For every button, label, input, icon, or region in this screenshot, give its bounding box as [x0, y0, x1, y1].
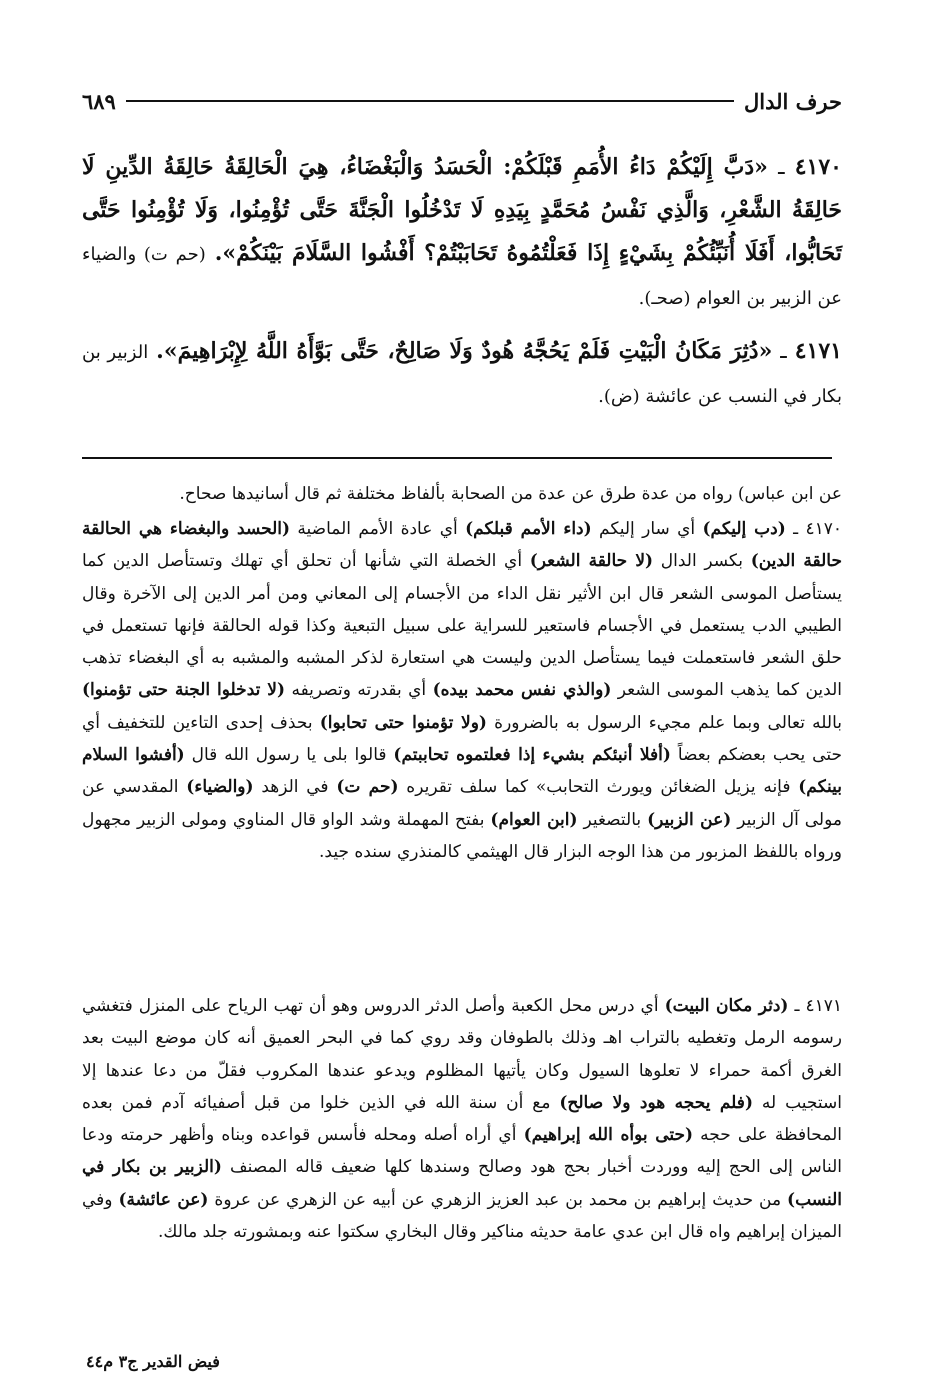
commentary-text: فإنه يزيل الضغائن ويورث التحابب» كما سلف تقريره — [398, 777, 799, 798]
quoted-phrase: (حم ت) — [336, 777, 399, 798]
commentary-text: بحذف إحدى التاءين للتخفيف أي حتى يحب بعضكم بعضاً — [82, 712, 842, 766]
quoted-phrase: (ابن العوام) — [490, 809, 578, 830]
commentary-4171: ٤١٧١ ـ (دثر مكان البيت) أي درس محل الكعبة وأصل الدثر الدروس وهو أن تهب الرياح على المنزل فتغشي رسومه الرمل وتغطيه بالتراب اهـ وذلك بالطوفان وقد روي كما في البحر العميق أنه كان موضع البيت بعد الغرق أكمة حمراء لا تعلوها السيول وكان يأتيها المظلوم ويدعو عندها المكروب فقلّ من دعا عندها إلا استجيب له (فلم يحجه هود ولا صالح) مع أن سنة الله في الذين خلوا من قبل أصفيائه آدم فمن بعده المحافظة على حجه (حتى بوأه الله إبراهيم) أي أراه أصله ومحله فأسس قواعده وبناه وأظهر حرمته ودعا الناس إلى الحج إليه ووردت أخبار بحج هود وصالح وسندها كلها ضعيف قاله المصنف (الزبير بن بكار في النسب) من حديث إبراهيم بن محمد بن عبد العزيز الزهري عن أبيه عن الزهري عن عروة (عن عائشة) وفي الميزان إبراهيم واه قال ابن عدي عامة حديثه مناكير وقال البخاري سكتوا عنه وبمشورته جلد مالك. — [82, 996, 842, 1243]
commentary-number: ٤١٧٠ — [805, 519, 843, 539]
quoted-phrase: (ولا تؤمنوا حتى تحابوا) — [319, 712, 487, 733]
quoted-phrase: (داء الأمم قبلكم) — [465, 519, 592, 539]
quoted-phrase: (لا حالقة الشعر) — [529, 551, 654, 572]
page-footer: فيض القدير ج٣ م٤٤ — [86, 1352, 220, 1371]
commentary-text: أي سار إليكم — [591, 519, 703, 539]
hadith-source: (حم ت) والضياء عن الزبير بن العوام (صحـ). — [82, 244, 842, 309]
commentary-text: أي الخصلة التي شأنها أن تحلق أي تهلك وتستأصل الدين كما يستأصل الموسى الشعر قال ابن الأثير نقل الداء من الأجسام إلى المعاني ومن أمر الدين إلى الآخرة وقال الطيبي الدب يستعمل في الأجسام فاستعير للسراية على سبيل التبعية وكذا قوله الحالقة فإنها تستعمل في حلق الشعر فاستعملت فيما يستأصل الدين وليست هي استعارة لذكر المشبه والمشبه به أي البغضاء تذهب الدين كما يذهب الموسى الشعر — [82, 551, 842, 701]
commentary-4170: ٤١٧٠ ـ (دب إليكم) أي سار إليكم (داء الأمم قبلكم) أي عادة الأمم الماضية (الحسد والبغضاء هي الحالقة حالقة الدين) بكسر الدال (لا حالقة الشعر) أي الخصلة التي شأنها أن تحلق أي تهلك وتستأصل الدين كما يستأصل الموسى الشعر قال ابن الأثير نقل الداء من الأجسام إلى المعاني ومن أمر الدين إلى الآخرة وقال الطيبي الدب يستعمل في الأجسام فاستعير للسراية على سبيل التبعية وكذا قوله الحالقة فإنها تستعمل في حلق الشعر فاستعملت فيما يستأصل الدين وليست هي استعارة لذكر المشبه والمشبه به أي البغضاء تذهب الدين كما يذهب الموسى الشعر (والذي نفس محمد بيده) أي بقدرته وتصريفه (لا تدخلوا الجنة حتى تؤمنوا) بالله تعالى وبما علم مجيء الرسول به بالضرورة (ولا تؤمنوا حتى تحابوا) بحذف إحدى التاءين للتخفيف أي حتى يحب بعضكم بعضاً (أفلا أنبئكم بشيء إذا فعلتموه تحاببتم) قالوا بلى يا رسول الله قال (أفشوا السلام بينكم) فإنه يزيل الضغائن ويورث التحابب» كما سلف تقريره (حم ت) في الزهد (والضياء) المقدسي عن مولى آل الزبير (عن الزبير) بالتصغير (ابن العوام) بفتح المهملة وشد الواو قال المناوي ومولى الزبير مجهول ورواه باللفظ المزبور من هذا الوجه البزار قال الهيثمي كالمنذري سنده جيد. — [82, 519, 843, 862]
quoted-phrase: (الزبير بن بكار في النسب) — [82, 1157, 842, 1210]
quoted-phrase: (أفلا أنبئكم بشيء إذا فعلتموه تحاببتم) — [393, 745, 671, 766]
quoted-phrase: (حتى بوأه الله إبراهيم) — [523, 1125, 694, 1146]
quoted-phrase: (عن الزبير) — [647, 809, 732, 830]
chapter-title: حرف الدال — [744, 88, 842, 114]
commentary-text: من حديث إبراهيم بن محمد بن عبد العزيز الزهري عن أبيه عن الزهري عن عروة — [208, 1189, 788, 1210]
commentary-text: أي بقدرته وتصريفه — [285, 680, 433, 701]
hadith-4170: ٤١٧٠ ـ «دَبَّ إِلَيْكُمْ دَاءُ الأُمَمِ قَبْلَكُمْ: الْحَسَدُ وَالْبَغْضَاءُ، هِيَ الْحَالِقَةُ حَالِقَةُ الدِّينِ لَا حَالِقَةُ الشَّعْرِ، وَالَّذِي نَفْسُ مُحَمَّدٍ بِيَدِهِ لَا تَدْخُلُوا الْجَنَّةَ حَتَّى تُؤْمِنُوا، وَلَا تُؤْمِنُوا حَتَّى تَحَابُّوا، أَفَلَا أُنَبِّئُكُمْ بِشَيْءٍ إِذَا فَعَلْتُمُوهُ تَحَابَبْتُمْ؟ أَفْشُوا السَّلَامَ بَيْنَكُمْ». (حم ت) والضياء عن الزبير بن العوام (صحـ). — [82, 154, 842, 309]
commentary-number: ٤١٧١ — [805, 996, 842, 1016]
page-number: ٦٨٩ — [82, 88, 116, 114]
commentary-text: في الزهد — [253, 777, 337, 798]
hadith-number: ٤١٧٠ — [794, 154, 842, 180]
quoted-phrase: (دثر مكان البيت) — [664, 996, 789, 1016]
quoted-phrase: (عن عائشة) — [118, 1189, 209, 1210]
commentary-text: بكسر الدال — [653, 551, 751, 572]
commentary-text: وفي الميزان إبراهيم واه قال ابن عدي عامة حديثه مناكير وقال البخاري سكتوا عنه وبمشورته جلد مالك. — [82, 1189, 842, 1243]
footnote-divider — [82, 457, 832, 459]
commentary-text: بفتح المهملة وشد الواو قال المناوي ومولى الزبير مجهول ورواه باللفظ المزبور من هذا الوجه البزار قال الهيثمي كالمنذري سنده جيد. — [82, 809, 842, 862]
commentary-text: بالتصغير — [577, 809, 648, 830]
hadith-source: الزبير بن بكار في النسب عن عائشة (ض). — [82, 342, 842, 407]
quoted-phrase: (والضياء) — [186, 777, 254, 798]
commentary-text: قالوا بلى يا رسول الله قال — [184, 745, 394, 766]
commentary-text: أي عادة الأمم الماضية — [290, 519, 466, 539]
commentary-intro: عن ابن عباس) رواه من عدة طرق عن عدة من الصحابة بألفاظ مختلفة ثم قال أسانيدها صحاح. — [179, 484, 842, 504]
hadith-number: ٤١٧١ — [794, 338, 842, 364]
hadith-text: «دَبَّ إِلَيْكُمْ دَاءُ الأُمَمِ قَبْلَكُمْ: الْحَسَدُ وَالْبَغْضَاءُ، هِيَ الْحَالِقَةُ حَالِقَةُ الدِّينِ لَا حَالِقَةُ الشَّعْرِ، وَالَّذِي نَفْسُ مُحَمَّدٍ بِيَدِهِ لَا تَدْخُلُوا الْجَنَّةَ حَتَّى تُؤْمِنُوا، وَلَا تُؤْمِنُوا حَتَّى تَحَابُّوا، أَفَلَا أُنَبِّئُكُمْ بِشَيْءٍ إِذَا فَعَلْتُمُوهُ تَحَابَبْتُمْ؟ أَفْشُوا السَّلَامَ بَيْنَكُمْ». — [82, 154, 842, 266]
commentary-text: مع أن سنة الله في الذين خلوا من قبل أصفيائه آدم فمن بعده المحافظة على حجه — [82, 1092, 842, 1146]
quoted-phrase: (الحسد والبغضاء هي الحالقة حالقة الدين) — [82, 519, 842, 572]
commentary-text: أي درس محل الكعبة وأصل الدثر الدروس وهو أن تهب الرياح على المنزل فتغشي رسومه الرمل وتغطيه بالتراب اهـ وذلك بالطوفان وقد روي كما في البحر العميق أنه كان موضع البيت بعد الغرق أكمة حمراء لا تعلوها السيول وكان يأتيها المظلوم ويدعو عندها المكروب فقلّ من دعا عندها إلا استجيب له — [82, 996, 842, 1113]
commentary-text: المقدسي عن مولى آل الزبير — [82, 777, 842, 830]
page-header — [82, 84, 842, 118]
commentary-text: أي أراه أصله ومحله فأسس قواعده وبناه وأظهر حرمته ودعا الناس إلى الحج إليه ووردت أخبار بحج هود وصالح وسندها كلها ضعيف قاله المصنف — [82, 1125, 842, 1178]
quoted-phrase: (لا تدخلوا الجنة حتى تؤمنوا) — [82, 680, 286, 701]
quoted-phrase: (أفشوا السلام بينكم) — [82, 745, 843, 798]
quoted-phrase: (والذي نفس محمد بيده) — [432, 680, 612, 701]
header-rule — [126, 100, 734, 102]
commentary-text: بالله تعالى وبما علم مجيء الرسول به بالضرورة — [486, 712, 842, 733]
hadith-4171: ٤١٧١ ـ «دُثِرَ مَكَانُ الْبَيْتِ فَلَمْ يَحُجَّهُ هُودٌ وَلَا صَالِحٌ، حَتَّى بَوَّأَهُ اللَّهُ لِإِبْرَاهِيمَ». الزبير بن بكار في النسب عن عائشة (ض). — [82, 338, 842, 407]
hadith-text: «دُثِرَ مَكَانُ الْبَيْتِ فَلَمْ يَحُجَّهُ هُودٌ وَلَا صَالِحٌ، حَتَّى بَوَّأَهُ اللَّهُ لِإِبْرَاهِيمَ». — [156, 338, 773, 364]
quoted-phrase: (دب إليكم) — [702, 519, 786, 539]
quoted-phrase: (فلم يحجه هود ولا صالح) — [559, 1092, 753, 1113]
